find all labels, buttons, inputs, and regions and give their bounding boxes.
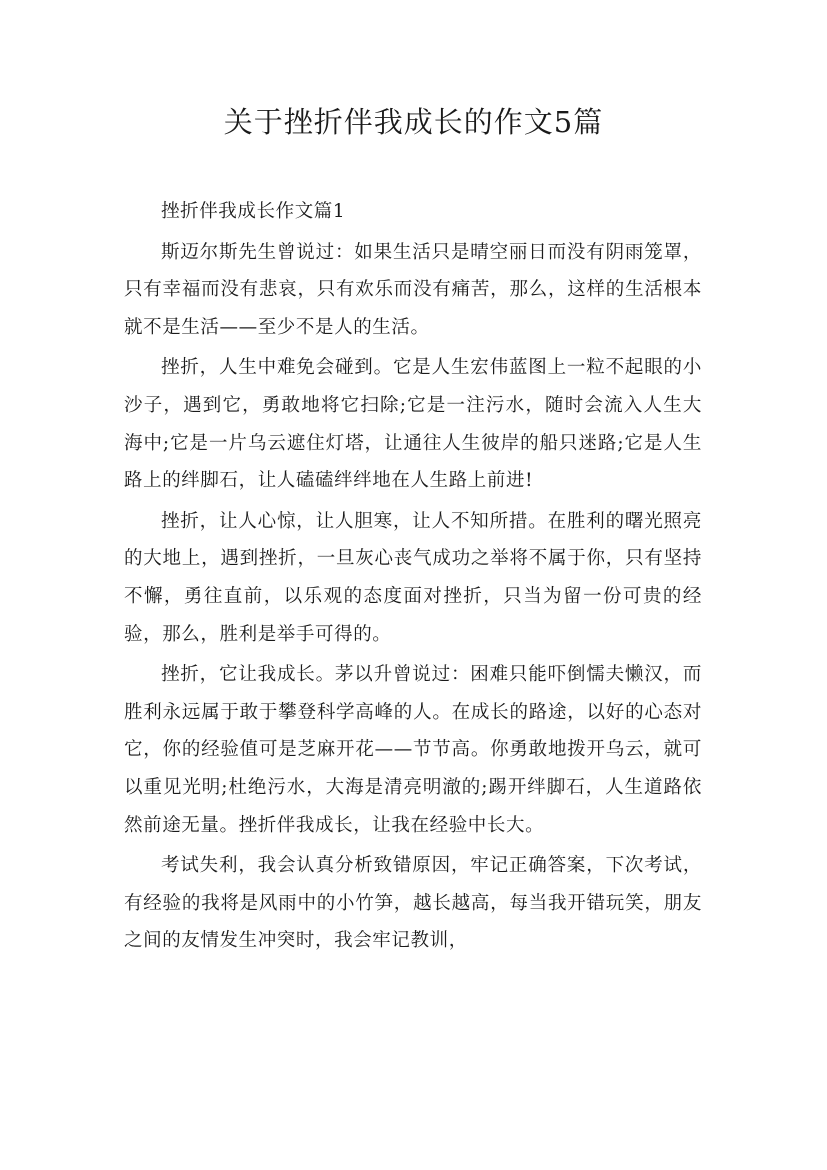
paragraph: 考试失利，我会认真分析致错原因，牢记正确答案，下次考试，有经验的我将是风雨中的小竹笋，越长越高，每当我开错玩笑，朋友之间的友情发生冲突时，我会牢记教训，	[124, 855, 702, 952]
paragraph: 挫折，它让我成长。茅以升曾说过：困难只能吓倒懦夫懒汉，而胜利永远属于敢于攀登科学高峰的人。在成长的路途，以好的心态对它，你的经验值可是芝麻开花——节节高。你勇敢地拨开乌云，就可以重见光明;杜绝污水，大海是清亮明澈的;踢开绊脚石，人生道路依然前途无量。挫折伴我成长，让我在经验中长大。	[124, 664, 702, 836]
document-body	[124, 193, 702, 963]
paragraph: 挫折，让人心惊，让人胆寒，让人不知所措。在胜利的曙光照亮的大地上，遇到挫折，一旦灰心丧气成功之举将不属于你，只有坚持不懈，勇往直前，以乐观的态度面对挫折，只当为留一份可贵的经验，那么，胜利是举手可得的。	[124, 510, 702, 645]
paragraph: 挫折，人生中难免会碰到。它是人生宏伟蓝图上一粒不起眼的小沙子，遇到它，勇敢地将它扫除;它是一注污水，随时会流入人生大海中;它是一片乌云遮住灯塔，让通往人生彼岸的船只迷路;它是人生路上的绊脚石，让人磕磕绊绊地在人生路上前进!	[124, 357, 702, 492]
paragraph: 斯迈尔斯先生曾说过：如果生活只是晴空丽日而没有阴雨笼罩，只有幸福而没有悲哀，只有欢乐而没有痛苦，那么，这样的生活根本就不是生活——至少不是人的生活。	[124, 241, 702, 338]
document-title: 关于挫折伴我成长的作文5篇	[223, 105, 604, 139]
section-heading: 挫折伴我成长作文篇1	[161, 201, 346, 222]
